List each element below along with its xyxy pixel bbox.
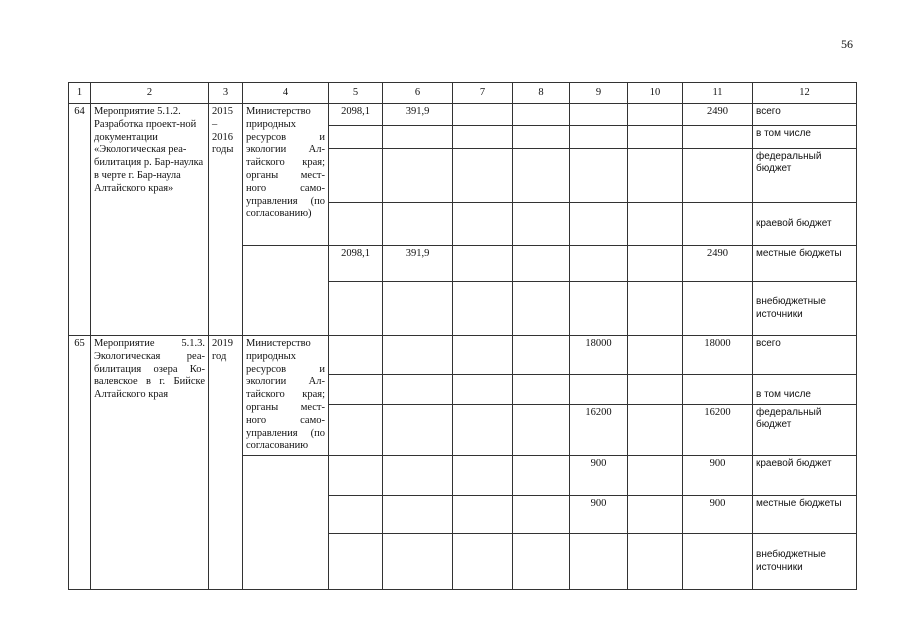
cell-col9: 900 xyxy=(570,456,628,496)
header-cell: 12 xyxy=(753,83,857,104)
cell-col6 xyxy=(383,282,453,336)
cell-col10 xyxy=(628,456,683,496)
header-cell: 2 xyxy=(91,83,209,104)
cell-col8 xyxy=(513,375,570,404)
cell-col10 xyxy=(628,104,683,126)
cell-col7 xyxy=(453,534,513,590)
cell-col8 xyxy=(513,282,570,336)
cell-col9 xyxy=(570,534,628,590)
cell-col6 xyxy=(383,534,453,590)
cell-col10 xyxy=(628,246,683,282)
cell-col10 xyxy=(628,282,683,336)
header-cell: 4 xyxy=(243,83,329,104)
cell-col5 xyxy=(329,149,383,203)
cell-col10 xyxy=(628,336,683,375)
cell-col6 xyxy=(383,404,453,456)
cell-col11: 900 xyxy=(683,496,753,534)
funding-source: местные бюджеты xyxy=(753,246,857,282)
funding-source: федеральный бюджет xyxy=(753,404,857,456)
cell-col10 xyxy=(628,375,683,404)
cell-col11: 16200 xyxy=(683,404,753,456)
cell-col10 xyxy=(628,203,683,246)
cell-col7 xyxy=(453,375,513,404)
funding-source: краевой бюджет xyxy=(753,456,857,496)
table-row xyxy=(69,336,857,375)
cell-col6 xyxy=(383,126,453,149)
executor: Министерство природных ресурсов и экологии Ал-тайского края; органы мест-ного само-управления (по согласованию xyxy=(243,336,329,456)
cell-col6: 391,9 xyxy=(383,246,453,282)
funding-source: краевой бюджет xyxy=(753,203,857,246)
header-row xyxy=(69,83,857,104)
cell-col7 xyxy=(453,104,513,126)
cell-col5 xyxy=(329,336,383,375)
cell-col8 xyxy=(513,203,570,246)
cell-col9 xyxy=(570,149,628,203)
cell-col11: 2490 xyxy=(683,104,753,126)
table-row xyxy=(69,104,857,126)
cell-col7 xyxy=(453,282,513,336)
cell-col6: 391,9 xyxy=(383,104,453,126)
cell-col7 xyxy=(453,404,513,456)
executor-empty xyxy=(243,246,329,336)
cell-col11 xyxy=(683,126,753,149)
funding-source: в том числе xyxy=(753,375,857,404)
cell-col5 xyxy=(329,534,383,590)
header-cell: 6 xyxy=(383,83,453,104)
cell-col7 xyxy=(453,126,513,149)
cell-col11 xyxy=(683,282,753,336)
cell-col8 xyxy=(513,336,570,375)
cell-col8 xyxy=(513,534,570,590)
cell-col9: 18000 xyxy=(570,336,628,375)
header-cell: 5 xyxy=(329,83,383,104)
cell-col7 xyxy=(453,496,513,534)
cell-col11 xyxy=(683,203,753,246)
period: 2019 год xyxy=(209,336,243,590)
cell-col5 xyxy=(329,404,383,456)
cell-col7 xyxy=(453,203,513,246)
cell-col6 xyxy=(383,203,453,246)
cell-col8 xyxy=(513,246,570,282)
cell-col8 xyxy=(513,456,570,496)
header-cell: 11 xyxy=(683,83,753,104)
cell-col5: 2098,1 xyxy=(329,104,383,126)
cell-col9 xyxy=(570,126,628,149)
cell-col11 xyxy=(683,375,753,404)
cell-col10 xyxy=(628,496,683,534)
cell-col8 xyxy=(513,149,570,203)
funding-source: всего xyxy=(753,336,857,375)
executor: Министерство природных ресурсов и экологии Ал-тайского края; органы мест-ного само-управления (по согласованию) xyxy=(243,104,329,246)
cell-col8 xyxy=(513,496,570,534)
executor-empty xyxy=(243,456,329,590)
cell-col9 xyxy=(570,375,628,404)
cell-col5: 2098,1 xyxy=(329,246,383,282)
cell-col6 xyxy=(383,336,453,375)
row-number: 64 xyxy=(69,104,91,336)
cell-col11 xyxy=(683,149,753,203)
header-cell: 8 xyxy=(513,83,570,104)
cell-col6 xyxy=(383,149,453,203)
row-number: 65 xyxy=(69,336,91,590)
cell-col11: 18000 xyxy=(683,336,753,375)
header-cell: 9 xyxy=(570,83,628,104)
period: 2015 – 2016 годы xyxy=(209,104,243,336)
cell-col5 xyxy=(329,203,383,246)
cell-col10 xyxy=(628,149,683,203)
header-cell: 7 xyxy=(453,83,513,104)
header-cell: 10 xyxy=(628,83,683,104)
cell-col5 xyxy=(329,456,383,496)
cell-col7 xyxy=(453,246,513,282)
cell-col9 xyxy=(570,282,628,336)
cell-col6 xyxy=(383,496,453,534)
page-number: 56 xyxy=(841,37,853,51)
cell-col9: 900 xyxy=(570,496,628,534)
cell-col7 xyxy=(453,149,513,203)
cell-col5 xyxy=(329,496,383,534)
cell-col10 xyxy=(628,534,683,590)
cell-col9 xyxy=(570,246,628,282)
cell-col8 xyxy=(513,404,570,456)
cell-col9 xyxy=(570,104,628,126)
event-name: Мероприятие 5.1.2. Разработка проект-ной документации «Экологическая реа-билитация р. Бар-наулка в черте г. Бар-наула Алтайского края» xyxy=(91,104,209,336)
cell-col9: 16200 xyxy=(570,404,628,456)
funding-source: местные бюджеты xyxy=(753,496,857,534)
cell-col6 xyxy=(383,456,453,496)
cell-col9 xyxy=(570,203,628,246)
budget-table xyxy=(68,82,857,590)
cell-col8 xyxy=(513,126,570,149)
header-cell: 3 xyxy=(209,83,243,104)
cell-col6 xyxy=(383,375,453,404)
cell-col7 xyxy=(453,456,513,496)
cell-col11: 2490 xyxy=(683,246,753,282)
cell-col5 xyxy=(329,282,383,336)
funding-source: в том числе xyxy=(753,126,857,149)
event-name: Мероприятие 5.1.3. Экологическая реа-билитация озера Ко-валевское в г. Бийске Алтайского края xyxy=(91,336,209,590)
cell-col7 xyxy=(453,336,513,375)
funding-source: всего xyxy=(753,104,857,126)
cell-col11: 900 xyxy=(683,456,753,496)
funding-source: внебюджетные источники xyxy=(753,534,857,590)
cell-col10 xyxy=(628,404,683,456)
cell-col5 xyxy=(329,375,383,404)
funding-source: федеральный бюджет xyxy=(753,149,857,203)
header-cell: 1 xyxy=(69,83,91,104)
cell-col8 xyxy=(513,104,570,126)
cell-col5 xyxy=(329,126,383,149)
cell-col10 xyxy=(628,126,683,149)
funding-source: внебюджетные источники xyxy=(753,282,857,336)
cell-col11 xyxy=(683,534,753,590)
